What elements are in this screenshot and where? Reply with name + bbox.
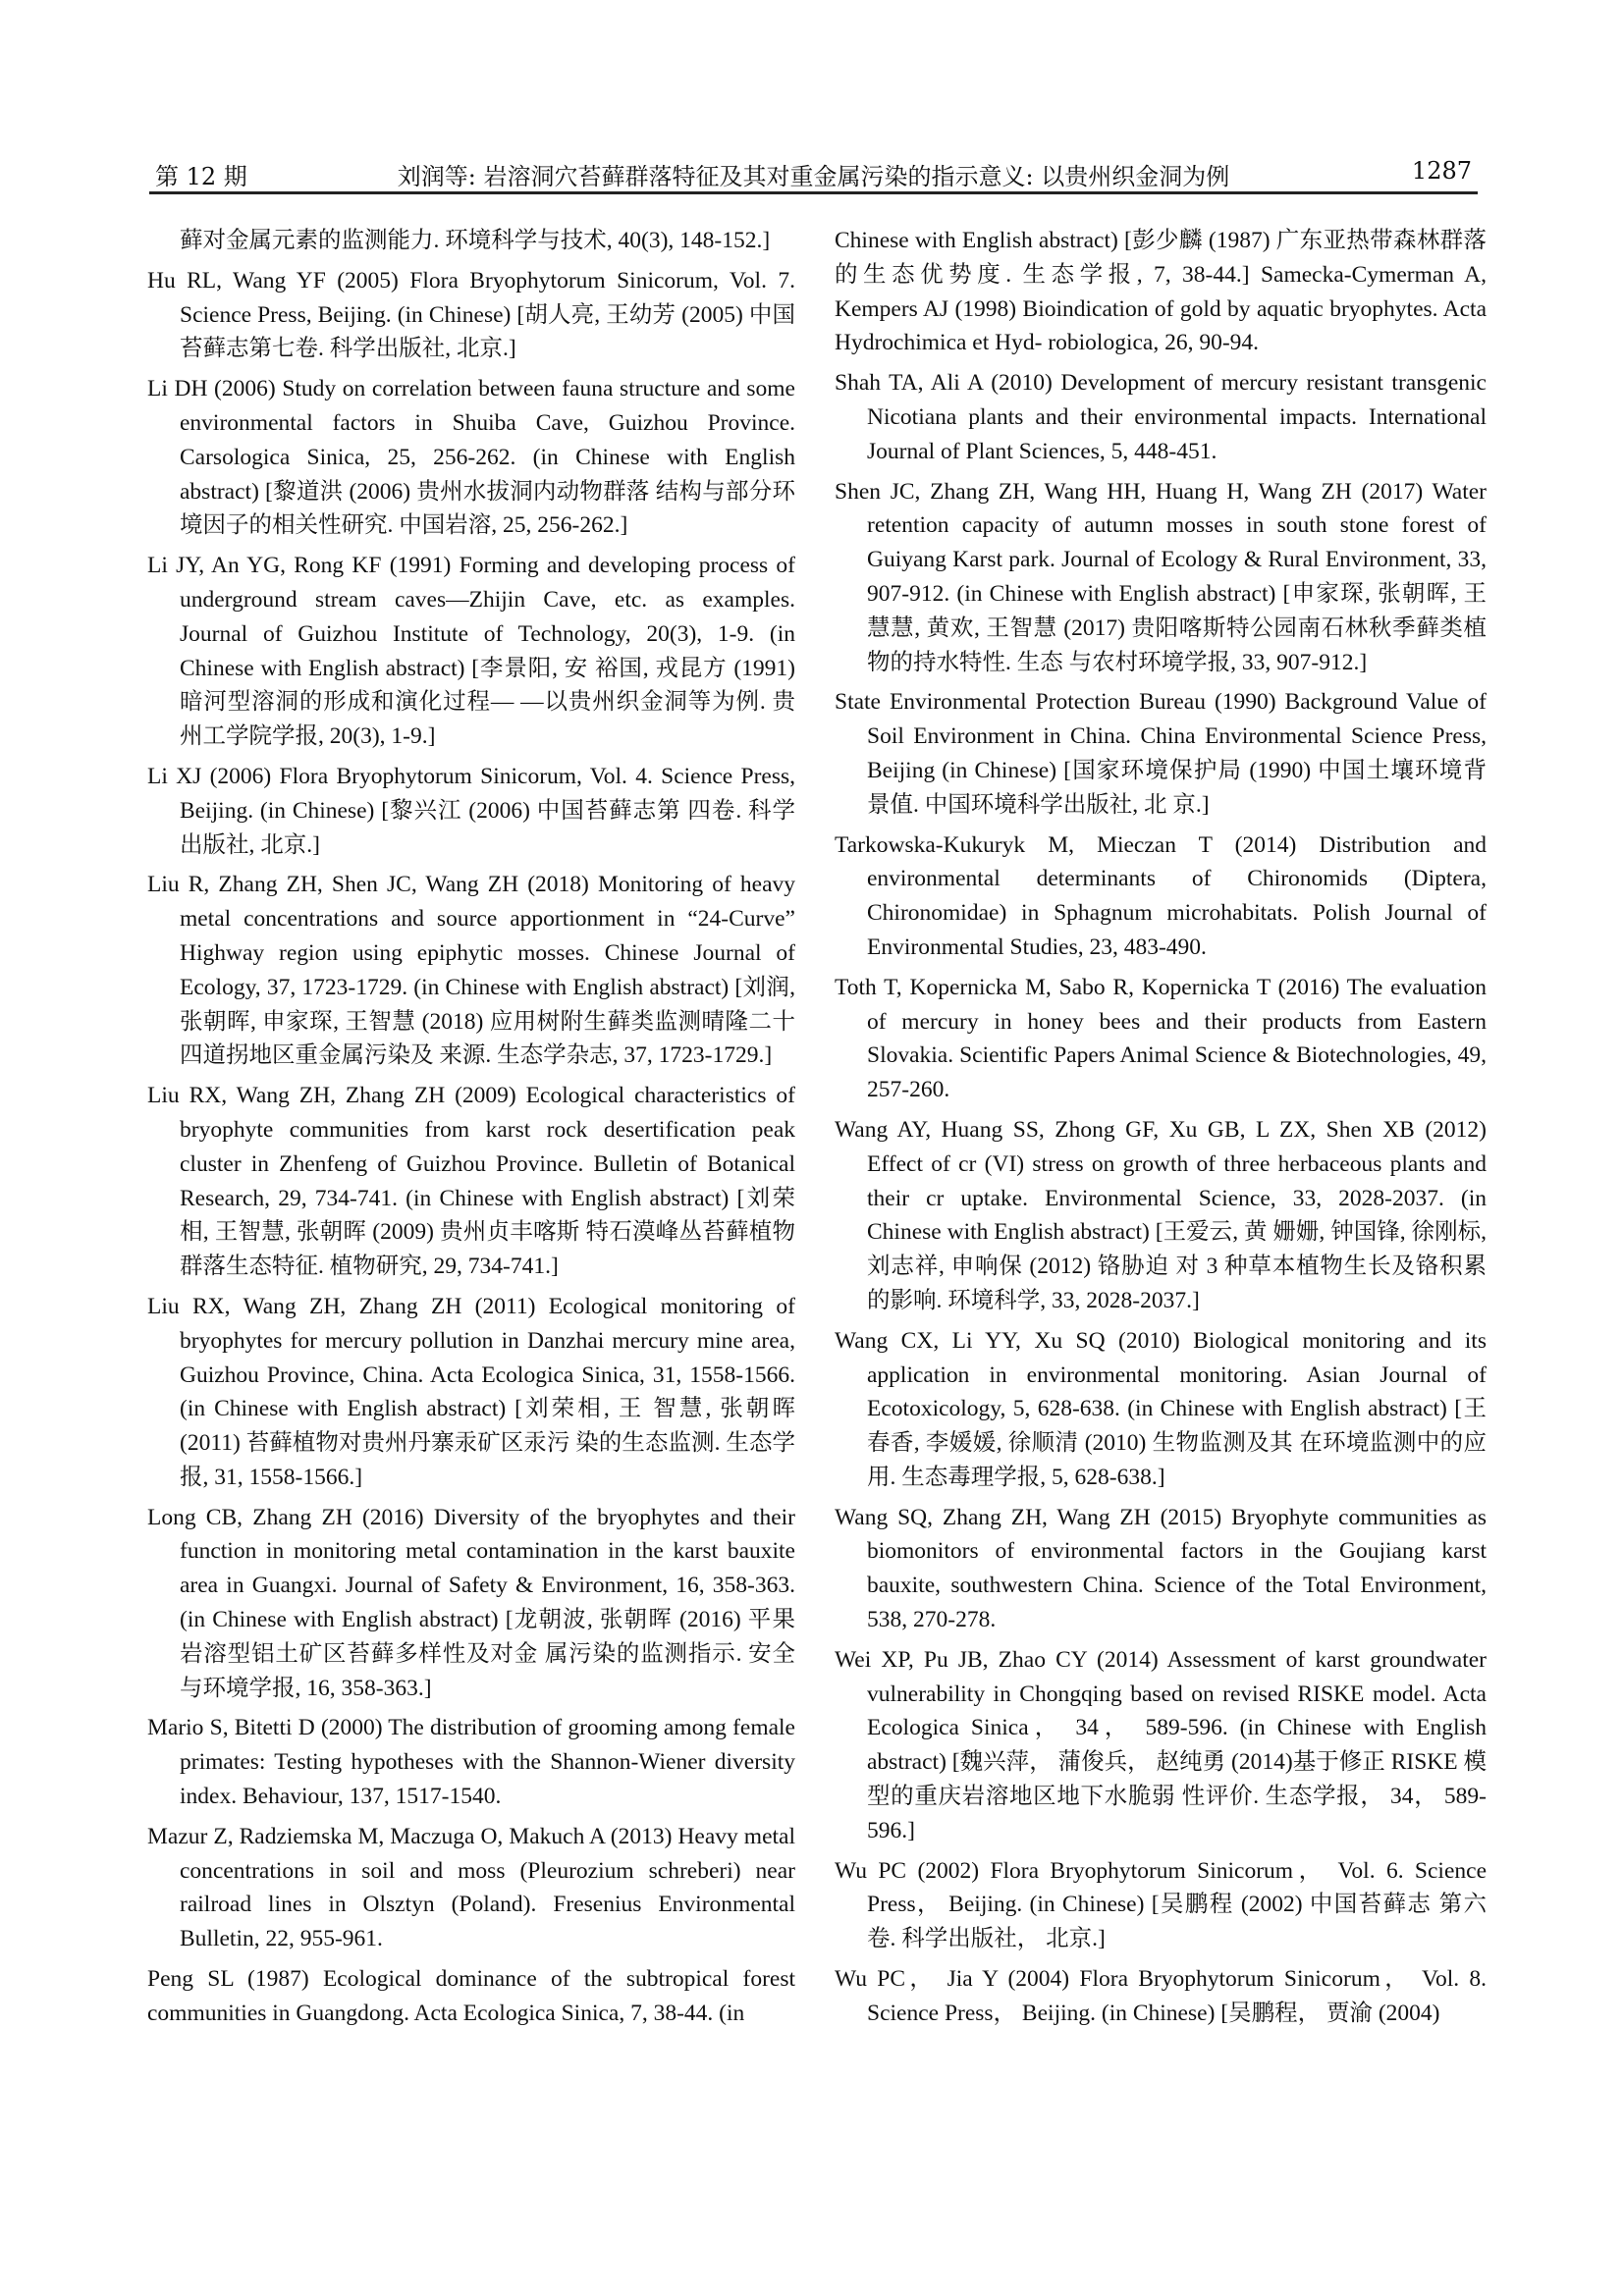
reference-entry: Li XJ (2006) Flora Bryophytorum Sinicorum, Vol. 4. Science Press, Beijing. (in Chinese) [黎兴江 (2006) 中国苔藓志第 四卷. 科学出版社, 北京.] [147,763,795,858]
reference-entry: Mario S, Bitetti D (2000) The distribution of grooming among female primates: Testing hypotheses with the Shannon-Wiener diversity index. Behaviour, 137, 1517-1540. [147,1715,795,1810]
page-number: 1287 [1411,157,1472,185]
reference-entry: Li DH (2006) Study on correlation between fauna structure and some environmental factors in Shuiba Cave, Guizhou Province. Carsologica Sinica, 25, 256-262. (in Chinese with English abstract) [黎道洪 (2006) 贵州水拔洞内动物群落 结构与部分环境因子的相关性研究. 中国岩溶, 25, 256-262.] [147,376,795,539]
reference-entry: State Environmental Protection Bureau (1990) Background Value of Soil Environment in China. China Environmental Science Press, Beijing (in Chinese) [国家环境保护局 (1990) 中国土壤环境背景值. 中国环境科学出版社, 北 京.] [835,689,1487,818]
reference-entry: Hu RL, Wang YF (2005) Flora Bryophytorum Sinicorum, Vol. 7. Science Press, Beijing. (in Chinese) [胡人亮, 王幼芳 (2005) 中国苔藓志第七卷. 科学出版社, 北京.] [147,267,795,362]
reference-entry: Liu RX, Wang ZH, Zhang ZH (2011) Ecological monitoring of bryophytes for mercury pollution in Danzhai mercury mine area, Guizhou Province, China. Acta Ecologica Sinica, 31, 1558-1566. (in Chinese with English abstract) [刘荣相, 王 智慧, 张朝晖 (2011) 苔藓植物对贵州丹寨汞矿区汞污 染的生态监测. 生态学报, 31, 1558-1566.] [147,1293,795,1490]
reference-entry: Long CB, Zhang ZH (2016) Diversity of the bryophytes and their function in monitoring metal contamination in the karst bauxite area in Guangxi. Journal of Safety & Environment, 16, 358-363. (in Chinese with English abstract) [龙朝波, 张朝晖 (2016) 平果岩溶型铝土矿区苔藓多样性及对金 属污染的监测指示. 安全与环境学报, 16, 358-363.] [147,1504,795,1701]
reference-entry: Toth T, Kopernicka M, Sabo R, Kopernicka T (2016) The evaluation of mercury in honey bees and their products from Eastern Slovakia. Scientific Papers Animal Science & Biotechnologies, 49, 257-260. [835,974,1487,1103]
reference-entry: Mazur Z, Radziemska M, Maczuga O, Makuch A (2013) Heavy metal concentrations in soil and moss (Pleurozium schreberi) near railroad lines in Olsztyn (Poland). Fresenius Environmental Bulletin, 22, 955-961. [147,1823,795,1952]
reference-entry: Liu R, Zhang ZH, Shen JC, Wang ZH (2018) Monitoring of heavy metal concentrations and source apportionment in “24-Curve” Highway region using epiphytic mosses. Chinese Journal of Ecology, 37, 1723-1729. (in Chinese with English abstract) [刘润, 张朝晖, 申家琛, 王智慧 (2018) 应用树附生藓类监测晴隆二十四道拐地区重金属污染及 来源. 生态学杂志, 37, 1723-1729.] [147,872,795,1069]
reference-entry: Wang CX, Li YY, Xu SQ (2010) Biological monitoring and its application in environmental monitoring. Asian Journal of Ecotoxicology, 5, 628-638. (in Chinese with English abstract) [王春香, 李媛媛, 徐顺清 (2010) 生物监测及其 在环境监测中的应用. 生态毒理学报, 5, 628-638.] [835,1327,1487,1490]
running-title: 刘润等: 岩溶洞穴苔藓群落特征及其对重金属污染的指示意义: 以贵州织金洞为例 [397,163,1230,190]
reference-entry: Shah TA, Ali A (2010) Development of mercury resistant transgenic Nicotiana plants and their environmental impacts. International Journal of Plant Sciences, 5, 448-451. [835,370,1487,464]
reference-entry: 藓对金属元素的监测能力. 环境科学与技术, 40(3), 148-152.] [180,228,771,253]
reference-entry: Li JY, An YG, Rong KF (1991) Forming and developing process of underground stream caves—Zhijin Cave, etc. as examples. Journal of Guizhou Institute of Technology, 20(3), 1-9. (in Chinese with English abstract) [李景阳, 安 裕国, 戎昆方 (1991) 暗河型溶洞的形成和演化过程— —以贵州织金洞等为例. 贵州工学院学报, 20(3), 1-9.] [147,553,795,750]
reference-entry: Tarkowska-Kukuryk M, Mieczan T (2014) Distribution and environmental determinants of Chironomids (Diptera, Chironomidae) in Sphagnum microhabitats. Polish Journal of Environmental Studies, 23, 483-490. [835,831,1487,960]
left-reference-column [147,224,795,2037]
reference-entry: Wu PC (2002) Flora Bryophytorum Sinicorum， Vol. 6. Science Press， Beijing. (in Chinese) [吴鹏程 (2002) 中国苔藓志 第六卷. 科学出版社， 北京.] [835,1857,1487,1952]
reference-entry: Liu RX, Wang ZH, Zhang ZH (2009) Ecological characteristics of bryophyte communities from karst rock desertification peak cluster in Zhenfeng of Guizhou Province. Bulletin of Botanical Research, 29, 734-741. (in Chinese with English abstract) [刘荣相, 王智慧, 张朝晖 (2009) 贵州贞丰喀斯 特石漠峰丛苔藓植物群落生态特征. 植物研究, 29, 734-741.] [147,1083,795,1280]
right-reference-column [835,224,1487,2037]
reference-entry: Wu PC， Jia Y (2004) Flora Bryophytorum Sinicorum， Vol. 8. Science Press， Beijing. (in Chinese) [吴鹏程， 贾渝 (2004) [835,1966,1487,2026]
reference-entry: Wang AY, Huang SS, Zhong GF, Xu GB, L ZX, Shen XB (2012) Effect of cr (VI) stress on growth of three herbaceous plants and their cr uptake. Environmental Science, 33, 2028-2037. (in Chinese with English abstract) [王爱云, 黄 姗姗, 钟国锋, 徐刚标, 刘志祥, 申响保 (2012) 铬胁迫 对 3 种草本植物生长及铬积累的影响. 环境科学, 33, 2028-2037.] [835,1116,1487,1313]
running-header [149,147,1478,194]
reference-entry: Chinese with English abstract) [彭少麟 (1987) 广东亚热带森林群落的生态优势度. 生态学报, 7, 38-44.] Samecka-Cymerman A, Kempers AJ (1998) Bioindication of gold by aquatic bryophytes. Acta Hydrochimica et Hyd- robiologica, 26, 90-94. [835,228,1487,356]
reference-entry: Peng SL (1987) Ecological dominance of the subtropical forest communities in Guangdong. Acta Ecologica Sinica, 7, 38-44. (in [147,1966,795,2026]
reference-entry: Wei XP, Pu JB, Zhao CY (2014) Assessment of karst groundwater vulnerability in Chongqing based on revised RISKE model. Acta Ecologica Sinica， 34， 589-596. (in Chinese with English abstract) [魏兴萍， 蒲俊兵， 赵纯勇 (2014)基于修正 RISKE 模型的重庆岩溶地区地下水脆弱 性评价. 生态学报， 34， 589-596.] [835,1646,1487,1843]
issue-number: 第 12 期 [155,163,247,190]
reference-entry: Wang SQ, Zhang ZH, Wang ZH (2015) Bryophyte communities as biomonitors of environmental factors in the Goujiang karst bauxite, southwestern China. Science of the Total Environment, 538, 270-278. [835,1504,1487,1633]
reference-entry: Shen JC, Zhang ZH, Wang HH, Huang H, Wang ZH (2017) Water retention capacity of autumn mosses in south stone forest of Guiyang Karst park. Journal of Ecology & Rural Environment, 33, 907-912. (in Chinese with English abstract) [申家琛, 张朝晖, 王慧慧, 黄欢, 王智慧 (2017) 贵阳喀斯特公园南石林秋季藓类植物的持水特性. 生态 与农村环境学报, 33, 907-912.] [835,478,1487,675]
